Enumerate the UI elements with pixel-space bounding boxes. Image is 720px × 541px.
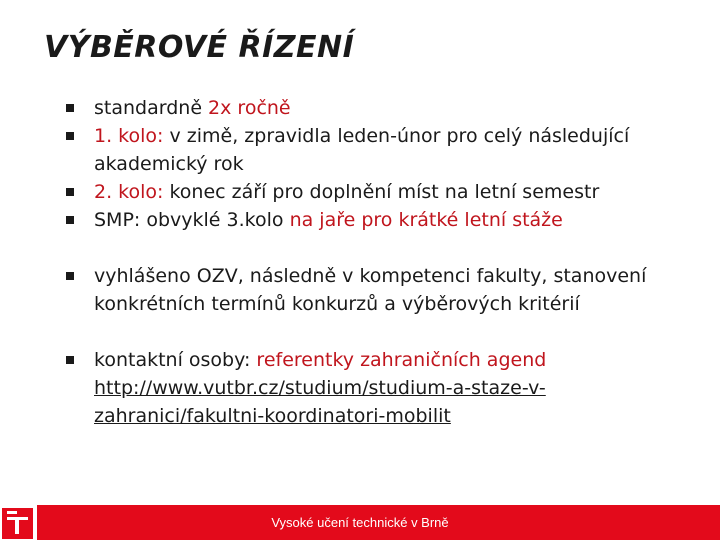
item-highlight: referentky zahraničních agend	[256, 349, 547, 371]
item-text: SMP: obvyklé 3.kolo	[94, 209, 290, 231]
item-text: konec září pro doplnění míst na letní semestr	[163, 181, 600, 203]
item-highlight: na jaře pro krátké letní stáže	[289, 209, 563, 231]
item-highlight: 2x ročně	[208, 97, 291, 119]
coordinators-link[interactable]: http://www.vutbr.cz/studium/studium-a-staze-v-zahranici/fakultni-koordinatori-mobilit	[94, 377, 546, 427]
slide-title: VÝBĚROVÉ ŘÍZENÍ	[44, 30, 355, 65]
spacer	[64, 318, 684, 346]
item-highlight: 2. kolo:	[94, 181, 164, 203]
list-item	[64, 94, 684, 122]
list-item	[64, 346, 684, 430]
spacer	[64, 234, 684, 262]
square-bullet-icon	[66, 132, 74, 140]
list-item	[64, 122, 684, 178]
list-item	[64, 178, 684, 206]
square-bullet-icon	[66, 188, 74, 196]
square-bullet-icon	[66, 272, 74, 280]
item-text: kontaktní osoby:	[94, 349, 257, 371]
footer-text: Vysoké učení technické v Brně	[271, 515, 449, 530]
item-text: standardně	[94, 97, 209, 119]
item-highlight: 1. kolo:	[94, 125, 164, 147]
list-item	[64, 262, 684, 318]
footer-bar	[0, 505, 720, 540]
square-bullet-icon	[66, 356, 74, 364]
list-item	[64, 206, 684, 234]
square-bullet-icon	[66, 216, 74, 224]
bullet-list	[64, 94, 684, 430]
item-text: vyhlášeno OZV, následně v kompetenci fakulty, stanovení konkrétních termínů konkurzů a výběrových kritérií	[94, 265, 647, 315]
square-bullet-icon	[66, 104, 74, 112]
item-text: v zimě, zpravidla leden-únor pro celý následující akademický rok	[94, 125, 630, 175]
